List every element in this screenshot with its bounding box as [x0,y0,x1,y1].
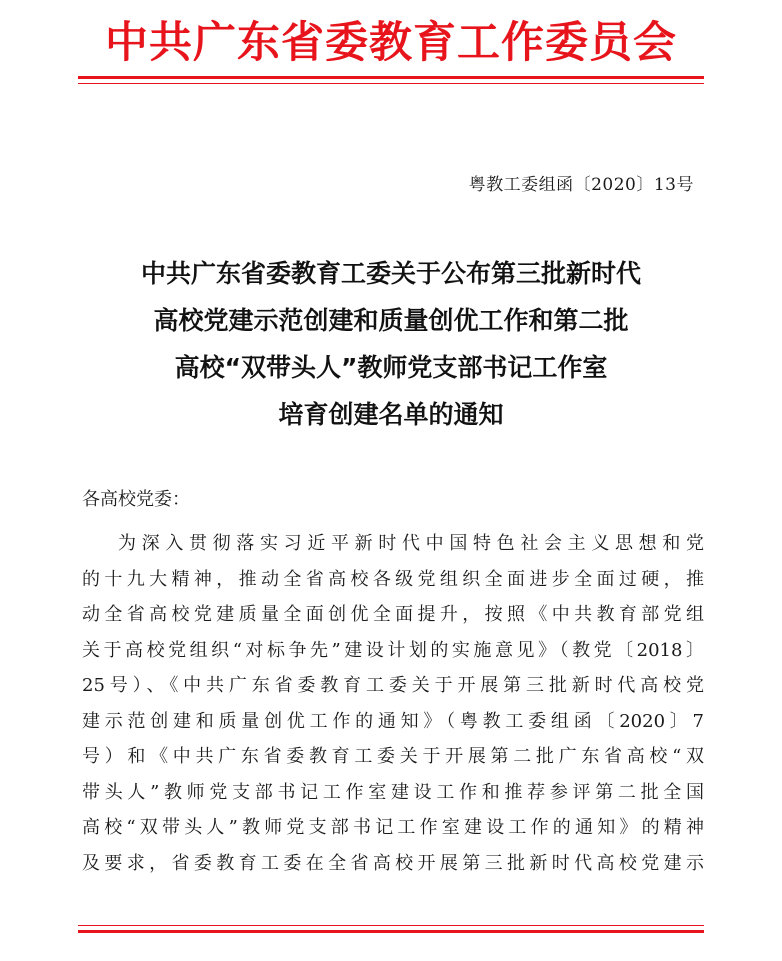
footer-rule-thick [78,930,704,933]
document-title [60,250,722,438]
body-line: 带头人”教师党支部书记工作室建设工作和推荐参评第二批全国 [82,781,704,803]
body-line: 动全省高校党建质量全面创优全面提升，按照《中共教育部党组 [82,604,704,625]
body-line: 的十九大精神，推动全省高校各级党组织全面进步全面过硬，推 [82,568,704,590]
header-rule-thick [78,76,704,79]
title-line: 高校党建示范创建和质量创优工作和第二批 [153,306,629,335]
issuer-masthead: 中共广东省委教育工作委员会 [105,18,677,68]
title-line: 中共广东省委教育工委关于公布第三批新时代 [140,259,641,288]
body-paragraph [82,526,704,881]
document-number: 粤教工委组函〔2020〕13号 [468,175,694,195]
salutation: 各高校党委： [82,489,190,510]
body-line: 为深入贯彻落实习近平新时代中国特色社会主义思想和党 [118,533,704,554]
body-line: 高校“双带头人”教师党支部书记工作室建设工作的通知》的精神 [82,817,704,838]
title-line: 高校“双带头人”教师党支部书记工作室 [174,353,608,382]
footer-rule-thin [78,925,704,926]
title-line: 培育创建名单的通知 [278,400,504,429]
body-line: 建示范创建和质量创优工作的通知》（粤教工委组函〔2020〕7 [82,710,704,732]
body-line: 关于高校党组织“对标争先”建设计划的实施意见》（教党〔2018〕 [82,639,704,661]
body-line: 号）和《中共广东省委教育工委关于开展第二批广东省高校“双 [82,746,704,767]
body-line: 及要求，省委教育工委在全省高校开展第三批新时代高校党建示 [82,852,704,874]
header-rule-thin [78,83,704,84]
body-line: 25号）、《中共广东省委教育工委关于开展第三批新时代高校党 [82,675,704,696]
